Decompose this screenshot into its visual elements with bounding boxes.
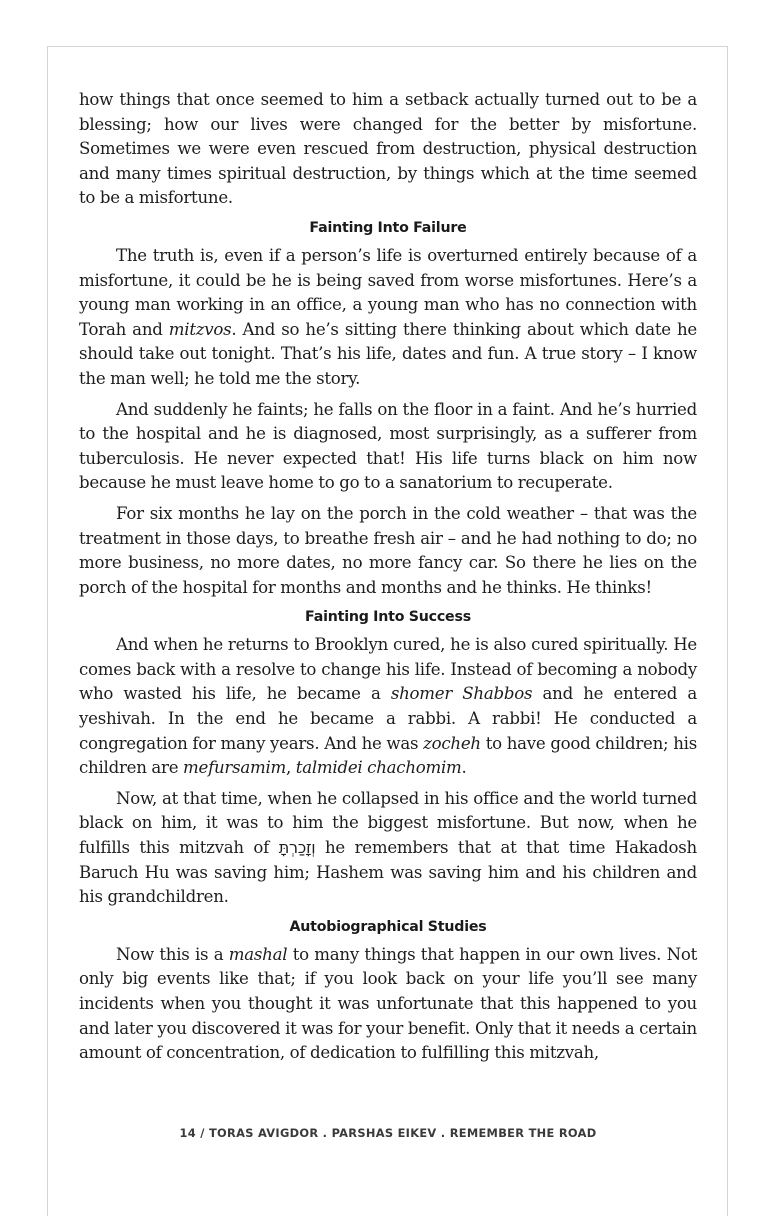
text-run: Now, at that time, when he collapsed in his office and the world turned black on him, it was to him the biggest misfortune. But now, when he fulfills this mitzvah of — [79, 788, 697, 858]
text-run: to many things that happen in our own lives. Not only big events like that; if you look back on your life you’ll see many incidents when you thought it was unfortunate that this happened to you and later you discovered it was for your benefit. Only that it needs a certain amount of concentration, of dedication to fulfilling this mitzvah, — [79, 944, 698, 1063]
text-run: And when he returns to Brooklyn cured, he is also cured spiritually. He comes back with a resolve to change his life. Instead of becoming a nobody who wasted his life, he became a — [79, 635, 697, 704]
italic-term: mashal — [228, 944, 288, 964]
section-heading: Autobiographical Studies — [289, 918, 487, 935]
body-paragraph — [79, 787, 697, 910]
italic-term: mefursamim — [183, 758, 287, 778]
text-run: And suddenly he faints; he falls on the floor in a faint. And he’s hurried to the hospital and he is diagnosed, most surprisingly, as a sufferer from tuberculosis. He never expected that! His life turns black on him now because he must leave home to go to a sanatorium to recuperate. — [79, 399, 697, 493]
text-run: to have good children; his children are — [79, 733, 697, 778]
body-paragraph — [79, 244, 697, 392]
body-paragraph — [79, 943, 697, 1066]
body-paragraph — [79, 398, 697, 496]
page-footer: 14 / TORAS AVIGDOR . PARSHAS EIKEV . REMEMBER THE ROAD — [179, 1126, 597, 1140]
section-heading: Fainting Into Success — [305, 609, 471, 626]
text-run: . — [461, 758, 467, 778]
text-run: how things that once seemed to him a setback actually turned out to be a blessing; how our lives were changed for the better by misfortune. Sometimes we were even rescued from destruction, physical destruction and many times spiritual destruction, by things which at the time seemed to be a misfortune. — [79, 90, 697, 208]
section-heading: Fainting Into Failure — [309, 219, 467, 236]
text-run: . And so he’s sitting there thinking about which date he should take out tonight. That’s his life, dates and fun. A true story – I know the man well; he told me the story. — [79, 319, 697, 388]
hebrew-word: וְזָכַרְתָּ — [278, 838, 316, 858]
body-paragraph — [79, 502, 697, 600]
text-run: and he entered a yeshivah. In the end he became a rabbi. A rabbi! He conducted a congregation for many years. And he was — [79, 684, 698, 753]
italic-term: mitzvos — [168, 319, 232, 339]
italic-term: zocheh — [423, 733, 481, 753]
body-paragraph — [79, 633, 697, 781]
italic-term: shomer Shabbos — [390, 684, 533, 704]
text-run: Now this is a — [116, 944, 229, 964]
body-paragraph — [79, 88, 697, 211]
text-run: , — [286, 758, 296, 778]
italic-term: talmidei chachomim — [295, 758, 462, 778]
page-text-body — [79, 88, 697, 1072]
text-run: The truth is, even if a person’s life is overturned entirely because of a misfortune, it could be he is being saved from worse misfortunes. Here’s a young man working in an office, a young man who has no connection with Torah and — [79, 245, 697, 339]
text-run: he remembers that at that time Hakadosh Baruch Hu was saving him; Hashem was saving him and his children and his grandchildren. — [79, 838, 697, 907]
text-run: For six months he lay on the porch in the cold weather – that was the treatment in those days, to breathe fresh air – and he had nothing to do; no more business, no more dates, no more fancy car. So there he lies on the porch of the hospital for months and months and he thinks. He thinks! — [79, 503, 697, 597]
